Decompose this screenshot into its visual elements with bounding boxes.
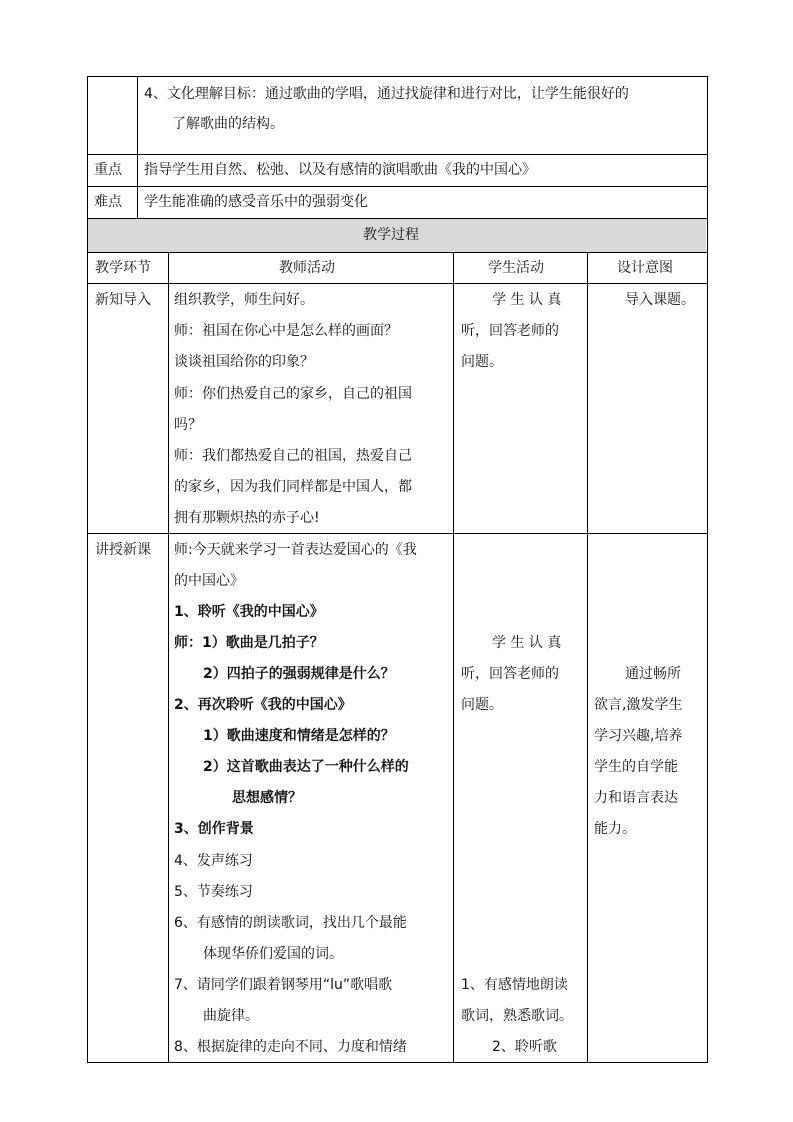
- rule: [87, 252, 708, 253]
- difficulty-text: 学生能准确的感受音乐中的强弱变化: [144, 194, 368, 210]
- key-point-label: 重点: [94, 162, 122, 178]
- student-line: 问题。: [461, 697, 503, 713]
- teacher-line: 7、请同学们跟着钢琴用“lu”歌唱歌: [174, 977, 393, 993]
- teacher-line: 拥有那颗炽热的赤子心!: [174, 510, 320, 526]
- teacher-line: 4、发声练习: [174, 853, 253, 869]
- teacher-line: 体现华侨们爱国的词。: [203, 946, 343, 962]
- teacher-line: 组织教学，师生问好。: [174, 292, 314, 308]
- difficulty-label: 难点: [94, 194, 122, 210]
- rule: [168, 252, 169, 1062]
- teacher-line: 师：祖国在你心中是怎么样的画面？: [174, 323, 398, 339]
- teacher-line: 师：我们都热爱自己的祖国，热爱自己: [174, 448, 412, 464]
- stage-intro: 新知导入: [95, 292, 151, 308]
- teacher-line: 8、根据旋律的走向不同、力度和情绪: [174, 1039, 407, 1055]
- teacher-line: 1）歌曲速度和情绪是怎样的？: [203, 728, 395, 744]
- teacher-line: 3、创作背景: [174, 821, 254, 837]
- rule: [453, 252, 454, 1062]
- student-line: 听，回答老师的: [461, 666, 559, 682]
- rule: [87, 1062, 708, 1063]
- rule: [87, 76, 708, 77]
- student-line: 歌词，熟悉歌词。: [461, 1008, 573, 1024]
- student-line: 学 生 认 真: [492, 635, 562, 651]
- header-stage: 教学环节: [95, 260, 151, 276]
- intent-line: 通过畅所: [625, 666, 681, 682]
- teacher-line: 1、聆听《我的中国心》: [174, 604, 324, 620]
- objective-item-4-cont: 了解歌曲的结构。: [172, 116, 284, 132]
- rule: [87, 186, 708, 187]
- stage-new-lesson: 讲授新课: [95, 542, 151, 558]
- teacher-line: 师:今天就来学习一首表达爱国心的《我: [174, 542, 417, 558]
- teacher-line: 谈谈祖国给你的印象？: [174, 354, 314, 370]
- teacher-line: 曲旋律。: [203, 1008, 259, 1024]
- rule: [87, 283, 708, 284]
- header-student: 学生活动: [488, 260, 544, 276]
- teacher-line: 6、有感情的朗读歌词，找出几个最能: [174, 915, 407, 931]
- intent-line: 欲言,激发学生: [594, 697, 683, 713]
- intent-line: 力和语言表达: [594, 790, 678, 806]
- key-point-text: 指导学生用自然、松弛、以及有感情的演唱歌曲《我的中国心》: [144, 162, 536, 178]
- student-line: 1、有感情地朗读: [461, 977, 568, 993]
- student-line: 2、聆听歌: [492, 1039, 557, 1055]
- teacher-line: 2）这首歌曲表达了一种什么样的: [203, 759, 409, 775]
- rule: [587, 252, 588, 1062]
- rule: [87, 533, 708, 534]
- rule: [87, 218, 708, 219]
- teacher-line: 师：你们热爱自己的家乡，自己的祖国: [174, 386, 412, 402]
- intent-line: 学习兴趣,培养: [594, 728, 683, 744]
- objective-item-4: 4、文化理解目标：通过歌曲的学唱，通过找旋律和进行对比，让学生能很好的: [144, 86, 629, 102]
- teacher-line: 2、再次聆听《我的中国心》: [174, 697, 352, 713]
- rule: [137, 76, 138, 218]
- process-title: 教学过程: [363, 227, 419, 243]
- teacher-line: 吗？: [174, 417, 202, 433]
- student-line: 问题。: [461, 354, 503, 370]
- teacher-line: 5、节奏练习: [174, 884, 253, 900]
- header-intent: 设计意图: [617, 260, 673, 276]
- teacher-line: 思想感情？: [232, 790, 302, 806]
- teacher-line: 师：1）歌曲是几拍子？: [174, 635, 324, 651]
- intent-line: 学生的自学能: [594, 759, 678, 775]
- intent-line: 导入课题。: [625, 292, 695, 308]
- intent-line: 能力。: [594, 821, 636, 837]
- student-line: 学 生 认 真: [492, 292, 562, 308]
- teacher-line: 的中国心》: [174, 573, 244, 589]
- rule: [87, 154, 708, 155]
- teacher-line: 2）四拍子的强弱规律是什么？: [203, 666, 395, 682]
- header-teacher: 教师活动: [279, 260, 335, 276]
- teacher-line: 的家乡，因为我们同样都是中国人，都: [174, 479, 412, 495]
- student-line: 听，回答老师的: [461, 323, 559, 339]
